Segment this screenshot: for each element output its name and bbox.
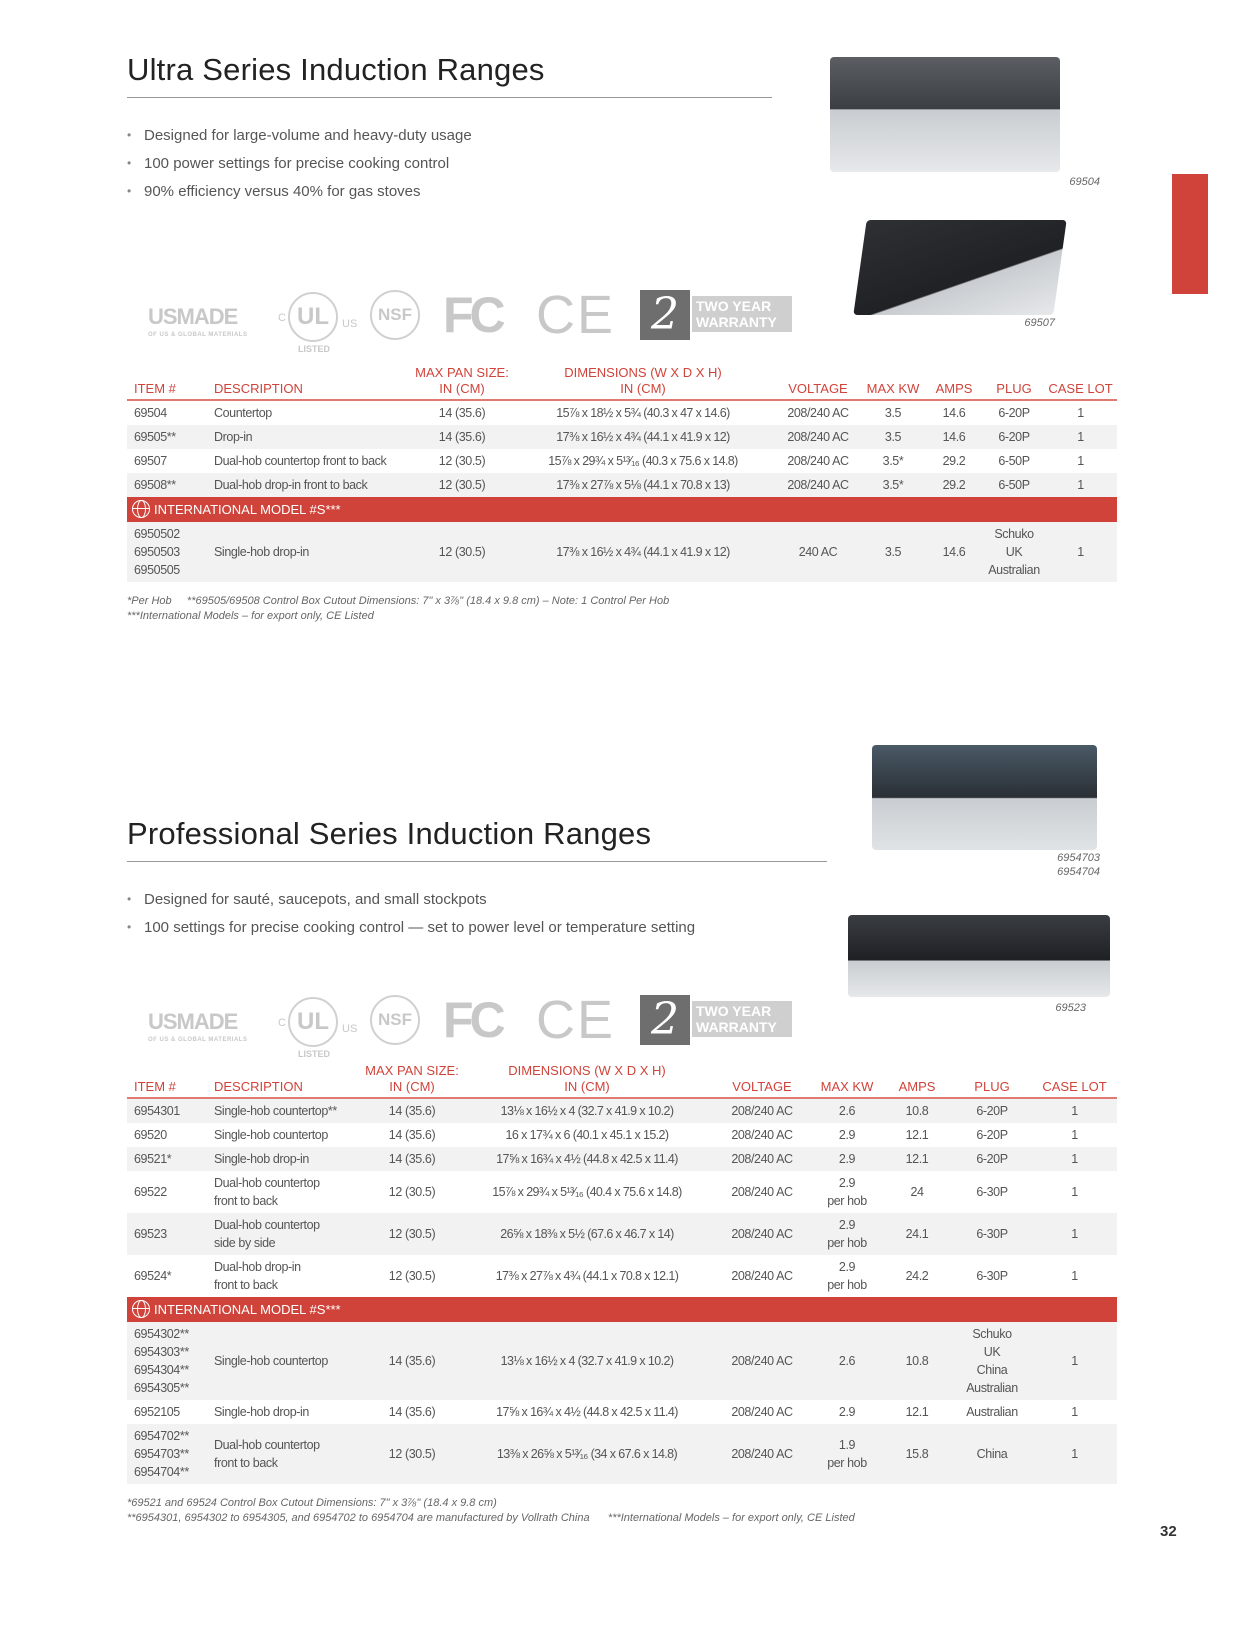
table-cell: 6-20P (952, 1147, 1032, 1171)
table-cell: 14 (35.6) (362, 1147, 462, 1171)
warranty-number: 2 (640, 290, 690, 340)
international-models-band (127, 497, 1117, 522)
nsf-logo: NSF (370, 290, 420, 340)
table-cell: 14 (35.6) (388, 1128, 436, 1142)
table-cell: 208/240 AC (731, 1269, 793, 1283)
table-cell: 6-50P (984, 473, 1044, 497)
table-cell: 2.9 (838, 1128, 856, 1142)
table-row (127, 1171, 1117, 1213)
table-row (127, 473, 1117, 497)
table-cell: 3.5 (862, 425, 924, 449)
ultra-title-rule (127, 97, 772, 98)
table-cell: 1 (1032, 1424, 1117, 1484)
table-cell: 1 (1044, 522, 1117, 582)
table-cell: 17⅝ x 16¾ x 4½ (44.8 x 42.5 x 11.4) (496, 1405, 678, 1419)
table-cell: 17⅜ x 16½ x 4¾ (44.1 x 41.9 x 12) (512, 522, 774, 582)
table-cell: 29.2 (942, 454, 966, 468)
table-cell: Single-hob drop-in (207, 522, 412, 582)
ce-logo: CE (536, 285, 616, 345)
table-cell: 69504 (134, 406, 167, 420)
ul-c: C (278, 1017, 286, 1029)
pro-footnotes: *69521 and 69524 Control Box Cutout Dimensions: 7" x 3⅞" (18.4 x 9.8 cm) **6954301, 6954302 to 6954305, and 6954702 to 6954704 are manufactured by Vollrath China ***International Models – for export only, CE Listed (127, 1497, 855, 1524)
table-cell: 6-20P (952, 1098, 1032, 1123)
warranty-badge (640, 290, 792, 340)
table-cell: Single-hob drop-in (207, 1147, 362, 1171)
table-cell: 6954702** 6954703** 6954704** (127, 1424, 207, 1484)
table-cell: 208/240 AC (712, 1424, 812, 1484)
international-models-band (127, 1297, 1117, 1322)
table-cell: 10.8 (882, 1322, 952, 1400)
fcc-logo: FC (443, 992, 502, 1048)
table-cell: Drop-in (207, 425, 412, 449)
table-cell: 14.6 (942, 406, 966, 420)
usmade-subtitle: OF US & GLOBAL MATERIALS (148, 1037, 248, 1043)
table-cell: Single-hob countertop** (207, 1098, 362, 1123)
table-cell: 6-20P (998, 406, 1030, 420)
table-cell: Dual-hob drop-in front to back (207, 473, 412, 497)
table-cell: Countertop (214, 406, 272, 420)
table-cell: 69520 (134, 1128, 167, 1142)
pro-table-block (127, 1063, 1117, 1526)
table-cell: 13⅛ x 16½ x 4 (32.7 x 41.9 x 10.2) (462, 1098, 712, 1123)
table-cell: 1 (1077, 454, 1084, 468)
ultra-spec-table (127, 365, 1117, 582)
table-cell: 12 (30.5) (362, 1213, 462, 1255)
bullet: • 100 settings for precise cooking control — set to power level or temperature setting (127, 919, 695, 947)
table-cell: 1 (1032, 1213, 1117, 1255)
ul-c: C (278, 312, 286, 324)
table-cell: 3.5 (862, 522, 924, 582)
ul-us: US (342, 1023, 358, 1035)
warranty-number: 2 (640, 995, 690, 1045)
table-cell: 2.9 (838, 1405, 856, 1419)
table-cell: Schuko UK Australian (984, 522, 1044, 582)
column-header: AMPS (924, 365, 984, 400)
column-header: CASE LOT (1032, 1063, 1117, 1098)
table-cell: Dual-hob countertop front to back (214, 454, 387, 468)
table-cell: 1 (1071, 1269, 1078, 1283)
globe-icon (132, 1300, 150, 1318)
table-cell: 15⅞ x 18½ x 5¾ (40.3 x 47 x 14.6) (556, 406, 730, 420)
column-header: ITEM # (127, 1063, 207, 1098)
international-label: INTERNATIONAL MODEL #S*** (154, 502, 341, 517)
usmade-subtitle: OF US & GLOBAL MATERIALS (148, 332, 248, 338)
table-cell: 6954302** 6954303** 6954304** 6954305** (127, 1322, 207, 1400)
table-cell: 15⅞ x 29¾ x 5¹³⁄₁₆ (40.3 x 75.6 x 14.8) (548, 454, 738, 468)
column-header: DIMENSIONS (W X D X H) IN (CM) (512, 365, 774, 400)
column-header: MAX PAN SIZE: IN (CM) (362, 1063, 462, 1098)
table-cell: 6-50P (998, 454, 1030, 468)
table-cell: Australian (966, 1405, 1018, 1419)
table-cell: 14 (35.6) (388, 1405, 436, 1419)
table-cell: 15.8 (882, 1424, 952, 1484)
product-image-69504 (830, 57, 1060, 172)
column-header: MAX KW (862, 365, 924, 400)
table-cell: 13⅛ x 16½ x 4 (32.7 x 41.9 x 10.2) (462, 1322, 712, 1400)
column-header: CASE LOT (1044, 365, 1117, 400)
table-cell: 14.6 (924, 425, 984, 449)
bullet: • Designed for large-volume and heavy-duty usage (127, 127, 472, 155)
ul-logo: UL (288, 292, 338, 342)
table-cell: Single-hob countertop (214, 1128, 328, 1142)
column-header: DESCRIPTION (207, 365, 412, 400)
table-cell: 12.1 (882, 1147, 952, 1171)
table-cell: 2.9 per hob (827, 1260, 867, 1292)
table-cell: 1 (1071, 1405, 1078, 1419)
table-cell: 14 (35.6) (412, 425, 512, 449)
table-cell: 14 (35.6) (438, 406, 486, 420)
table-cell: 12 (30.5) (388, 1185, 436, 1199)
usmade-logo: USMADE (148, 304, 238, 329)
product-image-6954703 (872, 745, 1097, 850)
product-image-69523 (848, 915, 1110, 997)
table-row (127, 1123, 1117, 1147)
table-cell: 6952105 (134, 1405, 180, 1419)
table-cell: 3.5* (882, 454, 904, 468)
column-header: MAX PAN SIZE: IN (CM) (412, 365, 512, 400)
ultra-footnotes: *Per Hob **69505/69508 Control Box Cutout Dimensions: 7" x 3⅞" (18.4 x 9.8 cm) – Note: 1 Control Per Hob ***International Models – for export only, CE Listed (127, 595, 670, 622)
table-cell: 240 AC (774, 522, 862, 582)
table-row (127, 425, 1117, 449)
table-cell: 208/240 AC (787, 406, 849, 420)
table-cell: 13⅜ x 26⅝ x 5¹³⁄₁₆ (34 x 67.6 x 14.8) (462, 1424, 712, 1484)
table-cell: 6-30P (976, 1269, 1008, 1283)
table-row (127, 400, 1117, 425)
ul-logo: UL (288, 997, 338, 1047)
table-cell: 69507 (134, 454, 167, 468)
table-cell: 2.9 (812, 1147, 882, 1171)
warranty-text: TWO YEAR WARRANTY (692, 1001, 792, 1037)
table-cell: 2.9 per hob (827, 1176, 867, 1208)
table-cell: 12 (30.5) (412, 473, 512, 497)
ul-us: US (342, 318, 358, 330)
table-cell: 6-30P (976, 1185, 1008, 1199)
table-cell: 24 (910, 1185, 924, 1199)
certification-logos (148, 990, 798, 1059)
column-header: PLUG (952, 1063, 1032, 1098)
column-header: PLUG (984, 365, 1044, 400)
pro-title: Professional Series Induction Ranges (127, 816, 652, 851)
table-cell: 12 (30.5) (362, 1424, 462, 1484)
column-header: MAX KW (812, 1063, 882, 1098)
table-row (127, 1322, 1117, 1400)
table-cell: 208/240 AC (712, 1098, 812, 1123)
page-number: 32 (1160, 1523, 1177, 1540)
certification-logos (148, 285, 798, 354)
table-cell: 1 (1077, 406, 1084, 420)
caption-69507: 69507 (1024, 317, 1055, 329)
table-cell: 14.6 (924, 522, 984, 582)
table-cell: 15⅞ x 29¾ x 5¹³⁄₁₆ (40.4 x 75.6 x 14.8) (492, 1185, 682, 1199)
table-cell: 17⅜ x 27⅞ x 4¾ (44.1 x 70.8 x 12.1) (495, 1269, 679, 1283)
ul-listed: LISTED (298, 1049, 331, 1059)
table-cell: 208/240 AC (731, 1128, 793, 1142)
table-cell: 2.9 per hob (812, 1213, 882, 1255)
table-cell: 1 (1071, 1128, 1078, 1142)
table-cell: 24.2 (905, 1269, 929, 1283)
table-row (127, 1400, 1117, 1424)
table-cell: 208/240 AC (774, 425, 862, 449)
table-cell: 26⅝ x 18⅜ x 5½ (67.6 x 46.7 x 14) (462, 1213, 712, 1255)
table-cell: 1 (1044, 425, 1117, 449)
table-cell: 6-30P (952, 1213, 1032, 1255)
table-cell: Dual-hob countertop side by side (207, 1213, 362, 1255)
table-cell: 12.1 (905, 1128, 929, 1142)
ul-listed: LISTED (298, 344, 331, 354)
caption-69523: 69523 (1055, 1002, 1086, 1014)
table-cell: Dual-hob countertop front to back (207, 1424, 362, 1484)
table-cell: 1 (1032, 1147, 1117, 1171)
table-cell: 16 x 17¾ x 6 (40.1 x 45.1 x 15.2) (505, 1128, 669, 1142)
table-cell: 2.6 (812, 1098, 882, 1123)
table-cell: 208/240 AC (787, 454, 849, 468)
table-cell: 10.8 (882, 1098, 952, 1123)
usmade-logo: USMADE (148, 1009, 238, 1034)
table-cell: 1 (1032, 1322, 1117, 1400)
pro-spec-table (127, 1063, 1117, 1484)
table-cell: 6954301 (127, 1098, 207, 1123)
table-cell: Single-hob drop-in (214, 1405, 309, 1419)
table-cell: 17⅜ x 16½ x 4¾ (44.1 x 41.9 x 12) (512, 425, 774, 449)
table-cell: 14 (35.6) (362, 1322, 462, 1400)
table-cell: 17⅜ x 27⅞ x 5⅛ (44.1 x 70.8 x 13) (512, 473, 774, 497)
table-cell: 69508** (127, 473, 207, 497)
ultra-title: Ultra Series Induction Ranges (127, 52, 545, 87)
warranty-badge (640, 995, 792, 1045)
table-cell: 208/240 AC (712, 1213, 812, 1255)
globe-icon (132, 500, 150, 518)
table-cell: 208/240 AC (774, 473, 862, 497)
table-cell: 24.1 (882, 1213, 952, 1255)
fcc-logo: FC (443, 287, 502, 343)
table-cell: 6950502 6950503 6950505 (127, 522, 207, 582)
table-cell: 69522 (134, 1185, 167, 1199)
column-header: VOLTAGE (712, 1063, 812, 1098)
table-cell: 1 (1032, 1098, 1117, 1123)
table-cell: 69524* (134, 1269, 172, 1283)
table-cell: 208/240 AC (731, 1405, 793, 1419)
table-cell: 29.2 (924, 473, 984, 497)
table-cell: 12 (30.5) (388, 1269, 436, 1283)
table-row (127, 1147, 1117, 1171)
table-cell: 3.5* (862, 473, 924, 497)
table-cell: Dual-hob drop-in front to back (214, 1260, 301, 1292)
table-row (127, 449, 1117, 473)
table-cell: 1 (1044, 473, 1117, 497)
table-cell: 208/240 AC (712, 1322, 812, 1400)
pro-title-rule (127, 861, 827, 862)
table-cell: 3.5 (884, 406, 902, 420)
column-header: VOLTAGE (774, 365, 862, 400)
international-label: INTERNATIONAL MODEL #S*** (154, 1302, 341, 1317)
warranty-text: TWO YEAR WARRANTY (692, 296, 792, 332)
product-image-69507 (853, 220, 1066, 315)
pro-bullets (127, 891, 695, 947)
caption-69504: 69504 (1069, 176, 1100, 188)
table-cell: 14 (35.6) (362, 1098, 462, 1123)
table-cell: Schuko UK China Australian (952, 1322, 1032, 1400)
bullet: • 100 power settings for precise cooking control (127, 155, 472, 183)
table-row (127, 1098, 1117, 1123)
table-cell: Dual-hob countertop front to back (214, 1176, 320, 1208)
ultra-table-block (127, 365, 1117, 624)
table-cell: 69521* (127, 1147, 207, 1171)
ultra-bullets (127, 127, 472, 211)
table-cell: 1.9 per hob (812, 1424, 882, 1484)
table-cell: 6-20P (976, 1128, 1008, 1142)
table-cell: 12.1 (905, 1405, 929, 1419)
caption-6954703: 6954703 6954704 (1057, 852, 1100, 878)
bullet: • 90% efficiency versus 40% for gas stoves (127, 183, 472, 211)
column-header: ITEM # (127, 365, 207, 400)
table-cell: 69505** (127, 425, 207, 449)
table-cell: 2.6 (812, 1322, 882, 1400)
column-header: DESCRIPTION (207, 1063, 362, 1098)
ce-logo: CE (536, 990, 616, 1050)
column-header: AMPS (882, 1063, 952, 1098)
table-cell: 17⅝ x 16¾ x 4½ (44.8 x 42.5 x 11.4) (462, 1147, 712, 1171)
table-cell: 208/240 AC (731, 1185, 793, 1199)
nsf-logo: NSF (370, 995, 420, 1045)
column-header: DIMENSIONS (W X D X H) IN (CM) (462, 1063, 712, 1098)
table-cell: China (952, 1424, 1032, 1484)
table-cell: 12 (30.5) (438, 454, 486, 468)
table-cell: 1 (1071, 1185, 1078, 1199)
table-row (127, 522, 1117, 582)
table-cell: 69523 (127, 1213, 207, 1255)
table-cell: 12 (30.5) (412, 522, 512, 582)
table-cell: 208/240 AC (712, 1147, 812, 1171)
table-row (127, 1424, 1117, 1484)
bullet: • Designed for sauté, saucepots, and small stockpots (127, 891, 695, 919)
section-tab (1172, 174, 1208, 294)
table-row (127, 1213, 1117, 1255)
table-row (127, 1255, 1117, 1297)
table-cell: 6-20P (984, 425, 1044, 449)
table-cell: Single-hob countertop (207, 1322, 362, 1400)
